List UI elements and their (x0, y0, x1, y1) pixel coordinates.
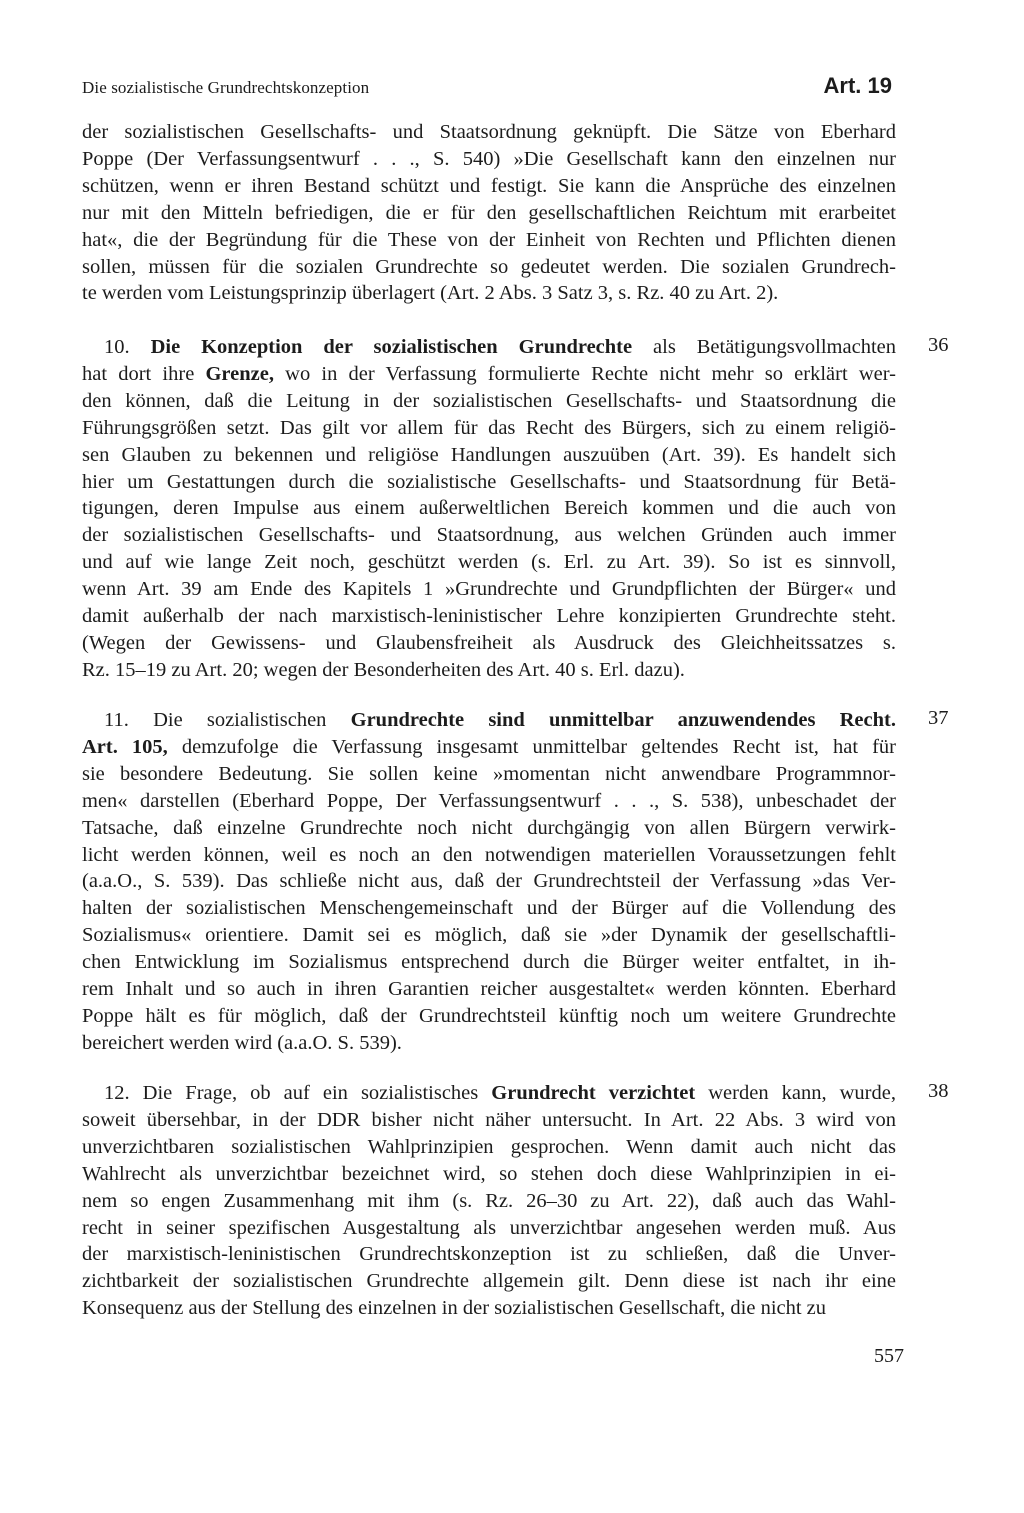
text-line (82, 442, 896, 469)
text-run: als Betätigungsvollmachten (632, 336, 896, 358)
text-run: der marxistisch-leninistischen Grundrechtskonzeption ist zu schließen, daß die Unver- (82, 1243, 896, 1266)
text-run: men« darstellen (Eberhard Poppe, Der Verfassungsentwurf . . ., S. 538), unbeschadet der (82, 789, 896, 812)
text-run: licht werden können, weil es noch an den notwendigen materiellen Voraussetzungen fehlt (82, 843, 896, 866)
bold-keyword: Grenze, (205, 362, 274, 385)
text-run: hat«, die der Begründung für die These von der Einheit von Rechten und Pflichten dienen (82, 228, 896, 251)
text-line (82, 522, 896, 549)
article-label: Art. 19 (823, 73, 892, 98)
text-line (82, 388, 896, 415)
text-run: chen Entwicklung im Sozialismus entsprechend durch die Bürger weiter entfaltet, in ih- (82, 951, 896, 974)
text-run: schützen, wenn er ihren Bestand schützt und festigt. Sie kann die Ansprüche des einzelnen (82, 174, 896, 197)
text-run: nur mit den Mitteln befriedigen, die er für den gesellschaftlichen Reichtum mit erarbeitet (82, 201, 896, 224)
bold-keyword: Art. 105, (82, 735, 168, 758)
text-line (82, 630, 896, 657)
text-run: sen Glauben zu bekennen und religiöse Handlungen auszuüben (Art. 39). Es handelt sich (82, 443, 896, 466)
text-line (82, 334, 896, 361)
text-line (82, 761, 896, 788)
text-run: der sozialistischen Gesellschafts- und Staatsordnung geknüpft. Die Sätze von Eberhard (82, 121, 896, 143)
text-line (82, 576, 896, 603)
text-run: wenn Art. 39 am Ende des Kapitels 1 »Grundrechte und Grundpflichten der Bürger« und (82, 578, 896, 601)
bold-keyword: Grundrecht verzichtet (491, 1082, 696, 1104)
text-run: zichtbarkeit der sozialistischen Grundrechte allgemein gilt. Denn diese ist nach ihr eine (82, 1270, 896, 1293)
paragraph-10 (82, 334, 896, 684)
text-line (82, 200, 896, 227)
text-line (82, 415, 896, 442)
text-run: bereichert werden wird (a.a.O. S. 539). (82, 1031, 402, 1054)
text-line (82, 1003, 896, 1030)
bold-keyword: Die Konzeption der sozialistischen Grundrechte (150, 336, 633, 358)
text-line (82, 1107, 896, 1134)
text-line (82, 1215, 896, 1242)
text-run: tigungen, deren Impulse aus einem außerweltlichen Bereich kommen und die auch von (82, 497, 896, 520)
text-run: Sozialismus« orientiere. Damit sei es möglich, daß sie »der Dynamik der gesellschaftli- (82, 924, 896, 947)
text-run: rem Inhalt und so auch in ihren Garantien reicher ausgestaltet« werden könnten. Eberhard (82, 978, 896, 1001)
text-line (82, 1134, 896, 1161)
text-line (82, 1080, 896, 1107)
text-line (82, 976, 896, 1003)
text-line (82, 280, 896, 307)
text-run: und auf wie lange Zeit noch, geschützt werden (s. Erl. zu Art. 39). So ist es sinnvoll, (82, 551, 896, 574)
text-line (82, 707, 896, 734)
text-run: halten der sozialistischen Menschengemeinschaft und der Bürger auf die Vollendung des (82, 897, 896, 920)
text-line (82, 254, 896, 281)
text-run: (a.a.O., S. 539). Das schließe nicht aus, daß der Grundrechtsteil der Verfassung »das Ver- (82, 870, 896, 893)
paragraph-12 (82, 1080, 896, 1322)
text-line (82, 146, 896, 173)
text-line (82, 815, 896, 842)
text-run: sie besondere Bedeutung. Sie sollen keine »momentan nicht anwendbare Programmnor- (82, 762, 896, 785)
text-run: Poppe (Der Verfassungsentwurf . . ., S. 540) »Die Gesellschaft kann den einzelnen nur (82, 147, 896, 170)
text-line (82, 922, 896, 949)
text-run: soweit übersehbar, in der DDR bisher nicht näher untersucht. In Art. 22 Abs. 3 wird von (82, 1108, 896, 1131)
text-run: hat dort ihre (82, 362, 206, 385)
text-line (82, 1188, 896, 1215)
text-run: nem so engen Zusammenhang mit ihm (s. Rz. 26–30 zu Art. 22), daß auch das Wahl- (82, 1189, 896, 1212)
text-line (82, 788, 896, 815)
text-line (82, 173, 896, 200)
text-run: 10. (104, 336, 151, 358)
text-run: wo in der Verfassung formulierte Rechte nicht mehr so erklärt wer- (273, 362, 896, 385)
text-line (82, 1268, 896, 1295)
text-line (82, 842, 896, 869)
text-line (82, 1161, 896, 1188)
text-line (82, 949, 896, 976)
text-run: Rz. 15–19 zu Art. 20; wegen der Besonderheiten des Art. 40 s. Erl. dazu). (82, 658, 685, 681)
text-run: Poppe hält es für möglich, daß der Grundrechtsteil künftig noch um weitere Grundrechte (82, 1004, 896, 1027)
text-run: (Wegen der Gewissens- und Glaubensfreiheit als Ausdruck des Gleichheitssatzes s. (82, 631, 896, 654)
paragraph-continuation (82, 119, 896, 307)
text-run: werden kann, wurde, (695, 1082, 896, 1104)
text-run: recht in seiner spezifischen Ausgestaltung als unverzichtbar angesehen werden muß. Aus (82, 1216, 896, 1239)
text-run: hier um Gestattungen durch die sozialistische Gesellschafts- und Staatsordnung für Betä- (82, 470, 896, 493)
running-head-title: Die sozialistische Grundrechtskonzeption (82, 78, 370, 97)
text-run: Tatsache, daß einzelne Grundrechte noch nicht durchgängig von allen Bürgern verwirk- (82, 816, 896, 839)
text-run: 11. Die sozialistischen (104, 709, 351, 731)
text-line (82, 1295, 896, 1322)
text-line (82, 1241, 896, 1268)
text-line (82, 1030, 896, 1057)
text-line (82, 495, 896, 522)
text-line (82, 227, 896, 254)
text-line (82, 657, 896, 684)
text-line (82, 549, 896, 576)
text-line (82, 603, 896, 630)
text-run: demzufolge die Verfassung insgesamt unmittelbar geltendes Recht ist, hat für (167, 735, 896, 758)
text-run: den können, daß die Leitung in der sozialistischen Gesellschafts- und Staatsordnung die (82, 389, 896, 412)
text-line (82, 469, 896, 496)
margin-number-38: 38 (928, 1080, 949, 1102)
paragraph-11 (82, 707, 896, 1057)
text-run: damit außerhalb der nach marxistisch-leninistischer Lehre konzipierten Grundrechte steht. (82, 605, 896, 628)
text-line (82, 868, 896, 895)
text-line (82, 361, 896, 388)
text-run: Konsequenz aus der Stellung des einzelnen in der sozialistischen Gesellschaft, die nicht zu (82, 1297, 827, 1320)
margin-number-36: 36 (928, 334, 949, 356)
text-run: sollen, müssen für die sozialen Grundrechte so gedeutet werden. Die sozialen Grundrech- (82, 255, 896, 278)
bold-keyword: Grundrechte sind unmittelbar anzuwendendes Recht. (350, 709, 896, 731)
text-line (82, 119, 896, 146)
text-line (82, 895, 896, 922)
text-run: te werden vom Leistungsprinzip überlagert (Art. 2 Abs. 3 Satz 3, s. Rz. 40 zu Art. 2). (82, 282, 779, 305)
text-run: Führungsgrößen setzt. Das gilt vor allem für das Recht des Bürgers, sich zu einem religiö- (82, 416, 896, 439)
text-run: Wahlrecht als unverzichtbar bezeichnet wird, so stehen doch diese Wahlprinzipien in ei- (82, 1162, 896, 1185)
text-run: unverzichtbaren sozialistischen Wahlprinzipien gesprochen. Wenn damit auch nicht das (82, 1135, 896, 1158)
page-number: 557 (874, 1345, 904, 1367)
text-run: der sozialistischen Gesellschafts- und Staatsordnung, aus welchen Gründen auch immer (82, 524, 896, 547)
text-run: 12. Die Frage, ob auf ein sozialistisches (104, 1082, 492, 1104)
margin-number-37: 37 (928, 707, 949, 729)
text-line (82, 734, 896, 761)
